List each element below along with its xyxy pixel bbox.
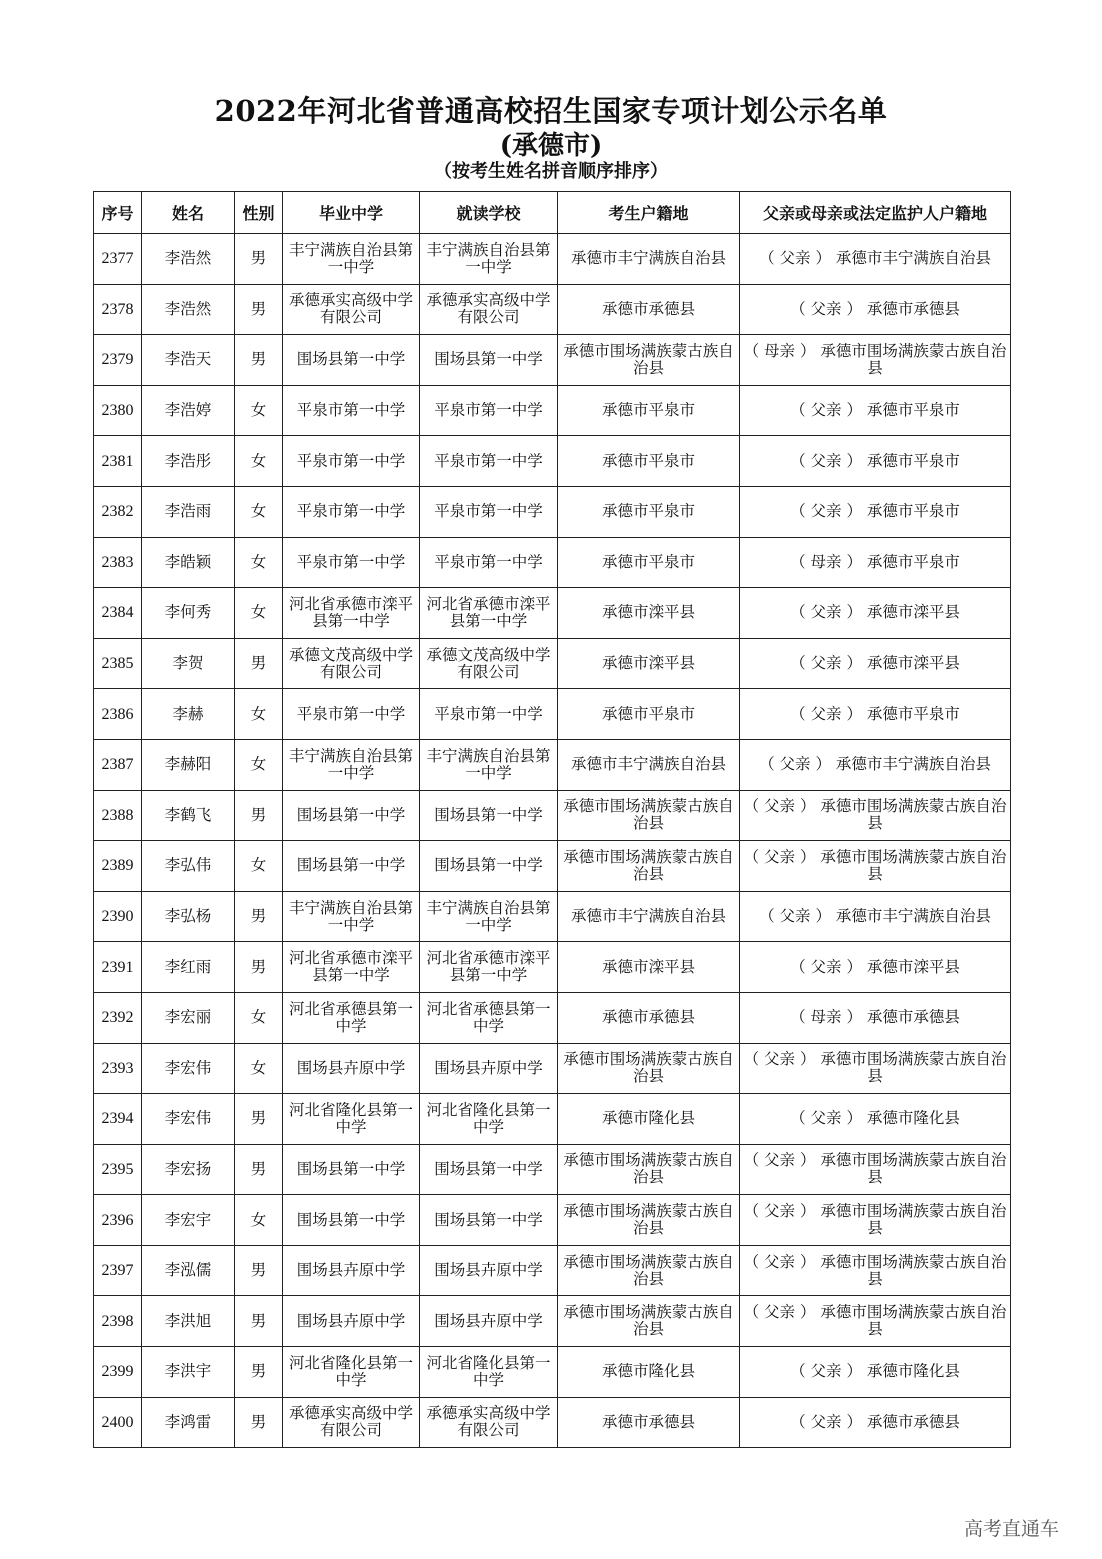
current-school-cell: 丰宁满族自治县第一中学	[420, 739, 558, 790]
current-school-cell: 丰宁满族自治县第一中学	[420, 891, 558, 942]
current-school-cell: 平泉市第一中学	[420, 436, 558, 487]
guardian-household-cell: （ 父亲 ） 承德市围场满族蒙古族自治县	[740, 1144, 1011, 1195]
gender-cell: 女	[235, 537, 283, 588]
student-household-cell: 承德市围场满族蒙古族自治县	[558, 1043, 740, 1094]
guardian-household-cell: （ 父亲 ） 承德市丰宁满族自治县	[740, 891, 1011, 942]
graduation-school-cell: 丰宁满族自治县第一中学	[283, 891, 420, 942]
guardian-household-cell: （ 母亲 ） 承德市平泉市	[740, 537, 1011, 588]
serial-number-cell: 2388	[94, 790, 142, 841]
name-cell: 李何秀	[142, 588, 235, 639]
serial-number-cell: 2398	[94, 1296, 142, 1347]
name-cell: 李皓颖	[142, 537, 235, 588]
serial-number-cell: 2382	[94, 486, 142, 537]
table-row	[94, 588, 1011, 639]
student-household-cell: 承德市丰宁满族自治县	[558, 739, 740, 790]
current-school-cell: 平泉市第一中学	[420, 385, 558, 436]
header-cell: 性别	[235, 192, 283, 234]
guardian-household-cell: （ 父亲 ） 承德市丰宁满族自治县	[740, 739, 1011, 790]
gender-cell: 女	[235, 992, 283, 1043]
table-row	[94, 942, 1011, 993]
student-household-cell: 承德市隆化县	[558, 1347, 740, 1398]
graduation-school-cell: 丰宁满族自治县第一中学	[283, 234, 420, 285]
graduation-school-cell: 围场县卉原中学	[283, 1296, 420, 1347]
guardian-household-cell: （ 父亲 ） 承德市围场满族蒙古族自治县	[740, 1296, 1011, 1347]
guardian-household-cell: （ 父亲 ） 承德市承德县	[740, 1397, 1011, 1448]
sort-note: （按考生姓名拼音顺序排序）	[434, 161, 668, 182]
serial-number-cell: 2378	[94, 284, 142, 335]
current-school-cell: 围场县卉原中学	[420, 1296, 558, 1347]
current-school-cell: 围场县第一中学	[420, 335, 558, 386]
serial-number-cell: 2379	[94, 335, 142, 386]
graduation-school-cell: 丰宁满族自治县第一中学	[283, 739, 420, 790]
student-household-cell: 承德市平泉市	[558, 537, 740, 588]
gender-cell: 女	[235, 486, 283, 537]
serial-number-cell: 2395	[94, 1144, 142, 1195]
page-title: 2022年河北省普通高校招生国家专项计划公示名单	[214, 94, 888, 128]
guardian-household-cell: （ 父亲 ） 承德市滦平县	[740, 638, 1011, 689]
gender-cell: 女	[235, 739, 283, 790]
header-cell: 考生户籍地	[558, 192, 740, 234]
current-school-cell: 河北省承德县第一中学	[420, 992, 558, 1043]
guardian-household-cell: （ 父亲 ） 承德市隆化县	[740, 1094, 1011, 1145]
header-cell: 父亲或母亲或法定监护人户籍地	[740, 192, 1011, 234]
graduation-school-cell: 围场县卉原中学	[283, 1043, 420, 1094]
serial-number-cell: 2384	[94, 588, 142, 639]
header-cell: 序号	[94, 192, 142, 234]
table-row	[94, 234, 1011, 285]
gender-cell: 女	[235, 841, 283, 892]
graduation-school-cell: 河北省承德县第一中学	[283, 992, 420, 1043]
table-row	[94, 689, 1011, 740]
guardian-household-cell: （ 母亲 ） 承德市承德县	[740, 992, 1011, 1043]
student-household-cell: 承德市滦平县	[558, 638, 740, 689]
student-household-cell: 承德市围场满族蒙古族自治县	[558, 335, 740, 386]
graduation-school-cell: 承德文茂高级中学有限公司	[283, 638, 420, 689]
current-school-cell: 围场县卉原中学	[420, 1245, 558, 1296]
table-row	[94, 638, 1011, 689]
current-school-cell: 平泉市第一中学	[420, 486, 558, 537]
serial-number-cell: 2389	[94, 841, 142, 892]
guardian-household-cell: （ 父亲 ） 承德市滦平县	[740, 942, 1011, 993]
graduation-school-cell: 承德承实高级中学有限公司	[283, 284, 420, 335]
current-school-cell: 河北省隆化县第一中学	[420, 1094, 558, 1145]
graduation-school-cell: 围场县第一中学	[283, 1144, 420, 1195]
header-cell: 毕业中学	[283, 192, 420, 234]
student-household-cell: 承德市围场满族蒙古族自治县	[558, 1144, 740, 1195]
name-cell: 李弘伟	[142, 841, 235, 892]
current-school-cell: 河北省承德市滦平县第一中学	[420, 942, 558, 993]
current-school-cell: 围场县第一中学	[420, 1195, 558, 1246]
table-row	[94, 891, 1011, 942]
name-cell: 李泓儒	[142, 1245, 235, 1296]
student-household-cell: 承德市承德县	[558, 992, 740, 1043]
student-household-cell: 承德市丰宁满族自治县	[558, 891, 740, 942]
serial-number-cell: 2400	[94, 1397, 142, 1448]
name-cell: 李宏宇	[142, 1195, 235, 1246]
table-row	[94, 335, 1011, 386]
name-cell: 李浩婷	[142, 385, 235, 436]
name-cell: 李浩天	[142, 335, 235, 386]
name-cell: 李宏扬	[142, 1144, 235, 1195]
guardian-household-cell: （ 父亲 ） 承德市平泉市	[740, 486, 1011, 537]
graduation-school-cell: 围场县第一中学	[283, 1195, 420, 1246]
serial-number-cell: 2390	[94, 891, 142, 942]
graduation-school-cell: 平泉市第一中学	[283, 486, 420, 537]
current-school-cell: 河北省承德市滦平县第一中学	[420, 588, 558, 639]
graduation-school-cell: 承德承实高级中学有限公司	[283, 1397, 420, 1448]
name-cell: 李弘杨	[142, 891, 235, 942]
current-school-cell: 承德文茂高级中学有限公司	[420, 638, 558, 689]
name-cell: 李鸿雷	[142, 1397, 235, 1448]
gender-cell: 男	[235, 234, 283, 285]
serial-number-cell: 2392	[94, 992, 142, 1043]
table-row	[94, 1094, 1011, 1145]
current-school-cell: 围场县第一中学	[420, 841, 558, 892]
current-school-cell: 围场县卉原中学	[420, 1043, 558, 1094]
current-school-cell: 围场县第一中学	[420, 790, 558, 841]
serial-number-cell: 2394	[94, 1094, 142, 1145]
gender-cell: 男	[235, 284, 283, 335]
student-household-cell: 承德市平泉市	[558, 689, 740, 740]
graduation-school-cell: 河北省隆化县第一中学	[283, 1347, 420, 1398]
student-household-cell: 承德市围场满族蒙古族自治县	[558, 790, 740, 841]
student-household-cell: 承德市平泉市	[558, 486, 740, 537]
current-school-cell: 河北省隆化县第一中学	[420, 1347, 558, 1398]
table-body	[94, 234, 1011, 1448]
table-row	[94, 385, 1011, 436]
student-household-cell: 承德市围场满族蒙古族自治县	[558, 1245, 740, 1296]
name-cell: 李洪旭	[142, 1296, 235, 1347]
table-row	[94, 1347, 1011, 1398]
table-row	[94, 1397, 1011, 1448]
guardian-household-cell: （ 父亲 ） 承德市围场满族蒙古族自治县	[740, 1245, 1011, 1296]
student-household-cell: 承德市围场满族蒙古族自治县	[558, 1195, 740, 1246]
guardian-household-cell: （ 父亲 ） 承德市平泉市	[740, 385, 1011, 436]
gender-cell: 男	[235, 942, 283, 993]
guardian-household-cell: （ 父亲 ） 承德市平泉市	[740, 689, 1011, 740]
guardian-household-cell: （ 父亲 ） 承德市围场满族蒙古族自治县	[740, 1195, 1011, 1246]
guardian-household-cell: （ 父亲 ） 承德市丰宁满族自治县	[740, 234, 1011, 285]
graduation-school-cell: 平泉市第一中学	[283, 385, 420, 436]
student-household-cell: 承德市平泉市	[558, 385, 740, 436]
serial-number-cell: 2396	[94, 1195, 142, 1246]
name-cell: 李贺	[142, 638, 235, 689]
name-cell: 李浩然	[142, 234, 235, 285]
student-household-cell: 承德市滦平县	[558, 588, 740, 639]
serial-number-cell: 2393	[94, 1043, 142, 1094]
name-cell: 李宏伟	[142, 1043, 235, 1094]
guardian-household-cell: （ 父亲 ） 承德市承德县	[740, 284, 1011, 335]
graduation-school-cell: 围场县第一中学	[283, 790, 420, 841]
table-row	[94, 486, 1011, 537]
serial-number-cell: 2391	[94, 942, 142, 993]
table-row	[94, 436, 1011, 487]
guardian-household-cell: （ 父亲 ） 承德市隆化县	[740, 1347, 1011, 1398]
serial-number-cell: 2397	[94, 1245, 142, 1296]
watermark: 高考直通车	[964, 1518, 1060, 1540]
student-household-cell: 承德市承德县	[558, 1397, 740, 1448]
guardian-household-cell: （ 母亲 ） 承德市围场满族蒙古族自治县	[740, 335, 1011, 386]
header-cell: 就读学校	[420, 192, 558, 234]
header-cell: 姓名	[142, 192, 235, 234]
gender-cell: 女	[235, 385, 283, 436]
graduation-school-cell: 河北省承德市滦平县第一中学	[283, 588, 420, 639]
gender-cell: 男	[235, 1397, 283, 1448]
table-row	[94, 992, 1011, 1043]
gender-cell: 男	[235, 891, 283, 942]
gender-cell: 女	[235, 689, 283, 740]
student-household-cell: 承德市围场满族蒙古族自治县	[558, 1296, 740, 1347]
current-school-cell: 丰宁满族自治县第一中学	[420, 234, 558, 285]
table-row	[94, 537, 1011, 588]
page-subtitle: (承德市)	[499, 131, 603, 161]
name-cell: 李宏丽	[142, 992, 235, 1043]
table-row	[94, 1144, 1011, 1195]
serial-number-cell: 2399	[94, 1347, 142, 1398]
graduation-school-cell: 平泉市第一中学	[283, 537, 420, 588]
gender-cell: 女	[235, 1043, 283, 1094]
graduation-school-cell: 围场县第一中学	[283, 335, 420, 386]
graduation-school-cell: 围场县卉原中学	[283, 1245, 420, 1296]
name-cell: 李浩彤	[142, 436, 235, 487]
gender-cell: 女	[235, 436, 283, 487]
serial-number-cell: 2385	[94, 638, 142, 689]
gender-cell: 男	[235, 1245, 283, 1296]
gender-cell: 男	[235, 335, 283, 386]
serial-number-cell: 2386	[94, 689, 142, 740]
current-school-cell: 平泉市第一中学	[420, 689, 558, 740]
graduation-school-cell: 平泉市第一中学	[283, 689, 420, 740]
table-row	[94, 1296, 1011, 1347]
name-cell: 李宏伟	[142, 1094, 235, 1145]
student-household-cell: 承德市围场满族蒙古族自治县	[558, 841, 740, 892]
table-row	[94, 1043, 1011, 1094]
name-cell: 李赫阳	[142, 739, 235, 790]
serial-number-cell: 2383	[94, 537, 142, 588]
table-row	[94, 284, 1011, 335]
serial-number-cell: 2387	[94, 739, 142, 790]
guardian-household-cell: （ 父亲 ） 承德市平泉市	[740, 436, 1011, 487]
current-school-cell: 围场县第一中学	[420, 1144, 558, 1195]
table-row	[94, 739, 1011, 790]
serial-number-cell: 2381	[94, 436, 142, 487]
graduation-school-cell: 围场县第一中学	[283, 841, 420, 892]
name-cell: 李浩雨	[142, 486, 235, 537]
guardian-household-cell: （ 父亲 ） 承德市围场满族蒙古族自治县	[740, 790, 1011, 841]
table-row	[94, 841, 1011, 892]
gender-cell: 男	[235, 1094, 283, 1145]
gender-cell: 男	[235, 1296, 283, 1347]
student-household-cell: 承德市隆化县	[558, 1094, 740, 1145]
graduation-school-cell: 河北省隆化县第一中学	[283, 1094, 420, 1145]
current-school-cell: 平泉市第一中学	[420, 537, 558, 588]
student-household-cell: 承德市滦平县	[558, 942, 740, 993]
name-cell: 李赫	[142, 689, 235, 740]
student-household-cell: 承德市平泉市	[558, 436, 740, 487]
roster-table	[93, 191, 1011, 1448]
name-cell: 李鹤飞	[142, 790, 235, 841]
gender-cell: 男	[235, 1144, 283, 1195]
table-header-row	[94, 192, 1011, 234]
guardian-household-cell: （ 父亲 ） 承德市围场满族蒙古族自治县	[740, 841, 1011, 892]
gender-cell: 女	[235, 588, 283, 639]
current-school-cell: 承德承实高级中学有限公司	[420, 284, 558, 335]
table-row	[94, 790, 1011, 841]
table-row	[94, 1245, 1011, 1296]
gender-cell: 男	[235, 1347, 283, 1398]
name-cell: 李红雨	[142, 942, 235, 993]
name-cell: 李洪宇	[142, 1347, 235, 1398]
guardian-household-cell: （ 父亲 ） 承德市滦平县	[740, 588, 1011, 639]
graduation-school-cell: 河北省承德市滦平县第一中学	[283, 942, 420, 993]
student-household-cell: 承德市承德县	[558, 284, 740, 335]
student-household-cell: 承德市丰宁满族自治县	[558, 234, 740, 285]
current-school-cell: 承德承实高级中学有限公司	[420, 1397, 558, 1448]
serial-number-cell: 2380	[94, 385, 142, 436]
gender-cell: 男	[235, 790, 283, 841]
gender-cell: 男	[235, 638, 283, 689]
serial-number-cell: 2377	[94, 234, 142, 285]
table-row	[94, 1195, 1011, 1246]
graduation-school-cell: 平泉市第一中学	[283, 436, 420, 487]
guardian-household-cell: （ 父亲 ） 承德市围场满族蒙古族自治县	[740, 1043, 1011, 1094]
gender-cell: 女	[235, 1195, 283, 1246]
name-cell: 李浩然	[142, 284, 235, 335]
